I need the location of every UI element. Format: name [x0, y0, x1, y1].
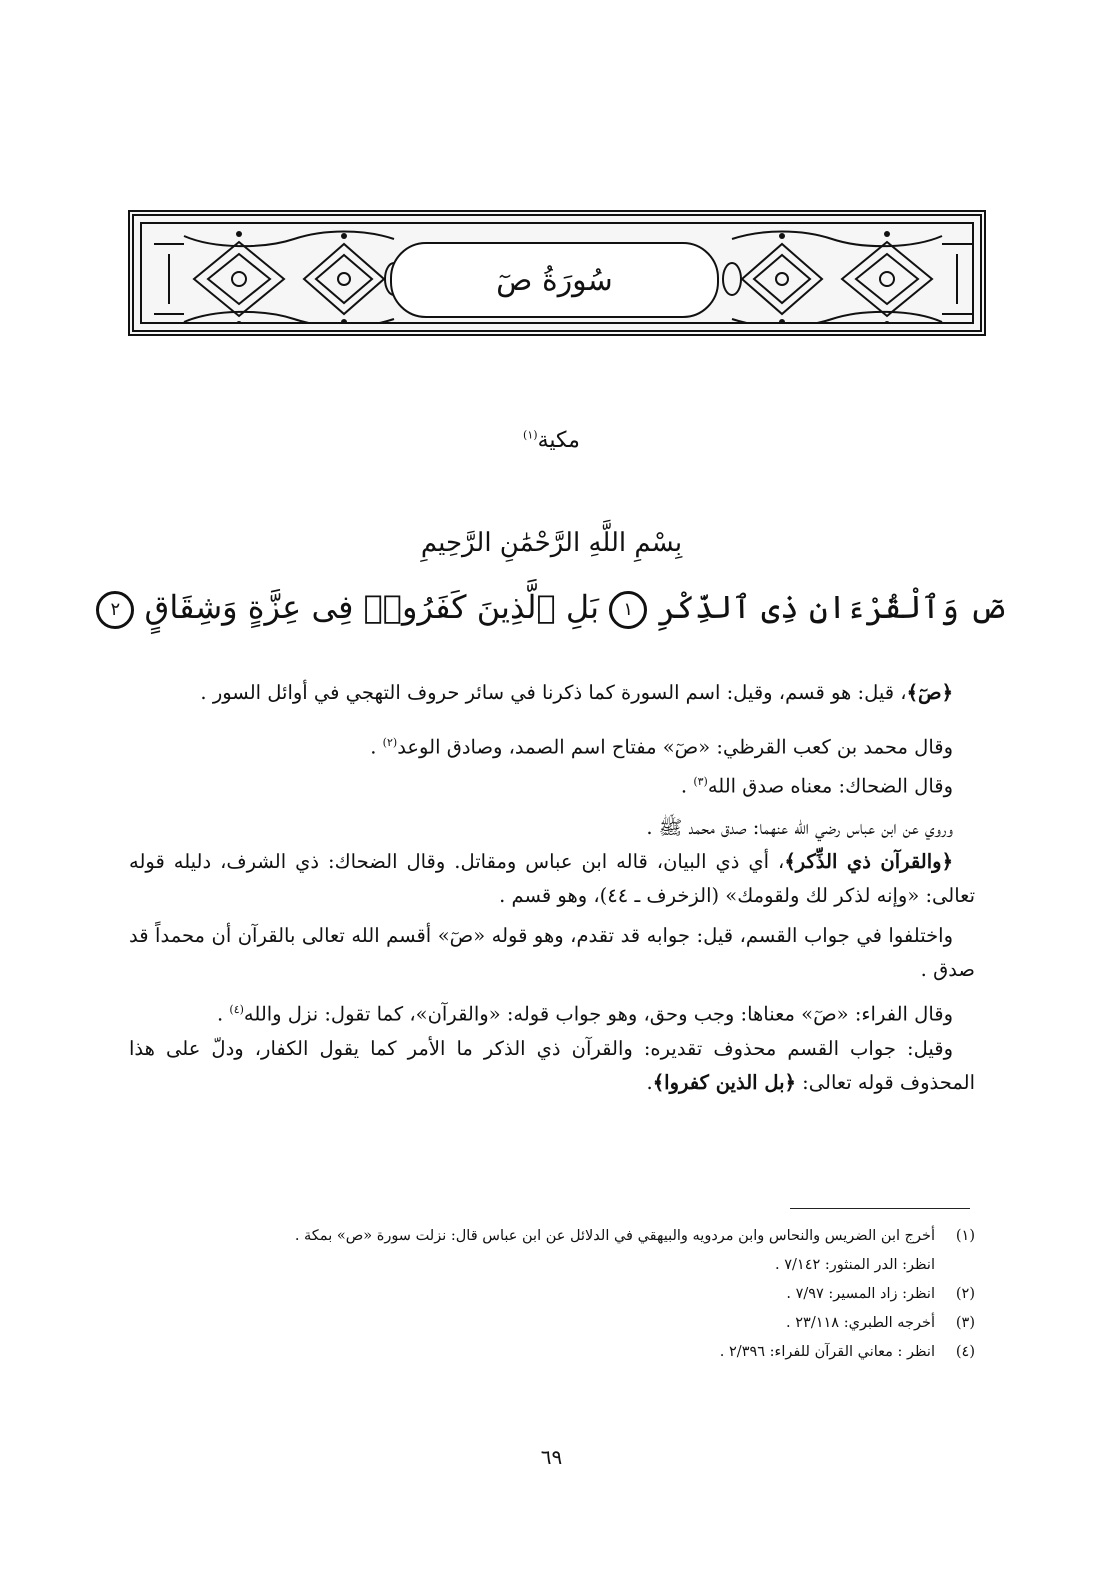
makkiya-label [0, 428, 1103, 453]
makkiya-text: مكية [537, 428, 580, 453]
paragraph-text: وقال محمد بن كعب القرظي: «صٓ» مفتاح اسم الصمد، وصادق الوعد [397, 735, 953, 759]
paragraph-end: . [216, 1002, 230, 1026]
ayah-line [0, 588, 1103, 629]
paragraph-text: ، أي ذي البيان، قاله ابن عباس ومقاتل. وقال الضحاك: ذي الشرف، دليله قوله تعالى: «وإنه لذكر لك ولقومك» (الزخرف ـ ٤٤)، وهو قسم . [129, 850, 975, 907]
footnote-ref: (٣) [693, 774, 708, 788]
commentary-body [129, 676, 975, 1100]
paragraph-text: وقيل: جواب القسم محذوف تقديره: والقرآن ذي الذكر ما الأمر كما يقول الكفار، ودلّ على هذا المحذوف قوله تعالى: [129, 1036, 975, 1094]
footnote-number: (٢) [955, 1286, 975, 1302]
paragraph-6 [129, 919, 975, 987]
paragraph-8 [129, 1032, 975, 1100]
paragraph-text: واختلفوا في جواب القسم، قيل: جوابه قد تقدم، وهو قوله «صٓ» أقسم الله تعالى بالقرآن أن محمداً قد صدق . [129, 924, 975, 981]
page-number: ٦٩ [540, 1445, 563, 1469]
quran-quote: ﴿بل الذين كفروا﴾ [652, 1070, 796, 1094]
footnote-3 [129, 1309, 975, 1338]
paragraph-text: وروي عن ابن عباس رضي الله عنهما: صدق محمد ﷺ . [646, 816, 953, 839]
footnote-text: أخرج ابن الضريس والنحاس وابن مردويه والبيهقي في الدلائل عن ابن عباس قال: نزلت سورة «ص» بمكة . [294, 1228, 935, 1244]
paragraph-end: . [370, 735, 383, 759]
footnote-ref: (٢) [382, 736, 398, 749]
paragraph-5 [129, 845, 975, 913]
footnote-number: (١) [955, 1228, 975, 1244]
ayah-1: صٓ وَٱلْقُرْءَانِ ذِى ٱلذِّكْرِ [657, 588, 1007, 626]
ayah-number-2 [96, 591, 134, 629]
footnotes [129, 1222, 975, 1367]
footnote-divider [790, 1208, 970, 1209]
basmala: بِسْمِ اللَّهِ الرَّحْمَٰنِ الرَّحِيمِ [420, 528, 683, 558]
footnote-ref: (١) [523, 428, 538, 442]
paragraph-7 [129, 993, 975, 1032]
ornament-band [140, 222, 974, 324]
footnote-number: (٣) [955, 1315, 975, 1331]
paragraph-2 [129, 726, 975, 765]
paragraph-4 [129, 811, 975, 845]
ayah-number-2-text: ٢ [110, 598, 121, 620]
footnote-number [935, 1251, 975, 1280]
surah-title: سُورَةُ صٓ [496, 262, 613, 298]
footnote-text: انظر: الدر المنثور: ٧/١٤٢ . [775, 1257, 935, 1273]
footnote-text: أخرجه الطبري: ٢٣/١١٨ . [786, 1315, 935, 1331]
quran-quote: ﴿والقرآن ذي الذِّكر﴾ [784, 850, 953, 873]
surah-header-frame [128, 210, 986, 336]
footnote-text: انظر: زاد المسير: ٧/٩٧ . [786, 1286, 935, 1302]
ayah-2: بَلِ ٱلَّذِينَ كَفَرُوا۟ فِى عِزَّةٍ وَشِقَاقٍ [144, 588, 600, 626]
footnote-number: (٤) [955, 1344, 975, 1360]
quran-quote: ﴿صٓ﴾ [906, 681, 953, 704]
paragraph-text: ، قيل: هو قسم، وقيل: اسم السورة كما ذكرنا في سائر حروف التهجي في أوائل السور . [200, 681, 907, 704]
footnote-ref: (٤) [229, 1003, 244, 1016]
paragraph-text: وقال الضحاك: معناه صدق الله [707, 774, 953, 797]
surah-title-cartouche [390, 242, 719, 318]
paragraph-1 [129, 676, 975, 710]
footnote-1-continued [129, 1251, 975, 1280]
paragraph-end: . [680, 774, 694, 797]
footnote-1 [129, 1222, 975, 1251]
paragraph-text: وقال الفراء: «صٓ» معناها: وجب وحق، وهو جواب قوله: «والقرآن»، كما تقول: نزل والله [243, 1002, 953, 1026]
footnote-text: انظر : معاني القرآن للفراء: ٢/٣٩٦ . [719, 1344, 935, 1360]
paragraph-end: . [646, 1070, 653, 1094]
ayah-number-1-text: ١ [623, 598, 634, 620]
paragraph-3 [129, 765, 975, 804]
footnote-4 [129, 1338, 975, 1367]
ayah-number-1 [609, 591, 647, 629]
footnote-2 [129, 1280, 975, 1309]
